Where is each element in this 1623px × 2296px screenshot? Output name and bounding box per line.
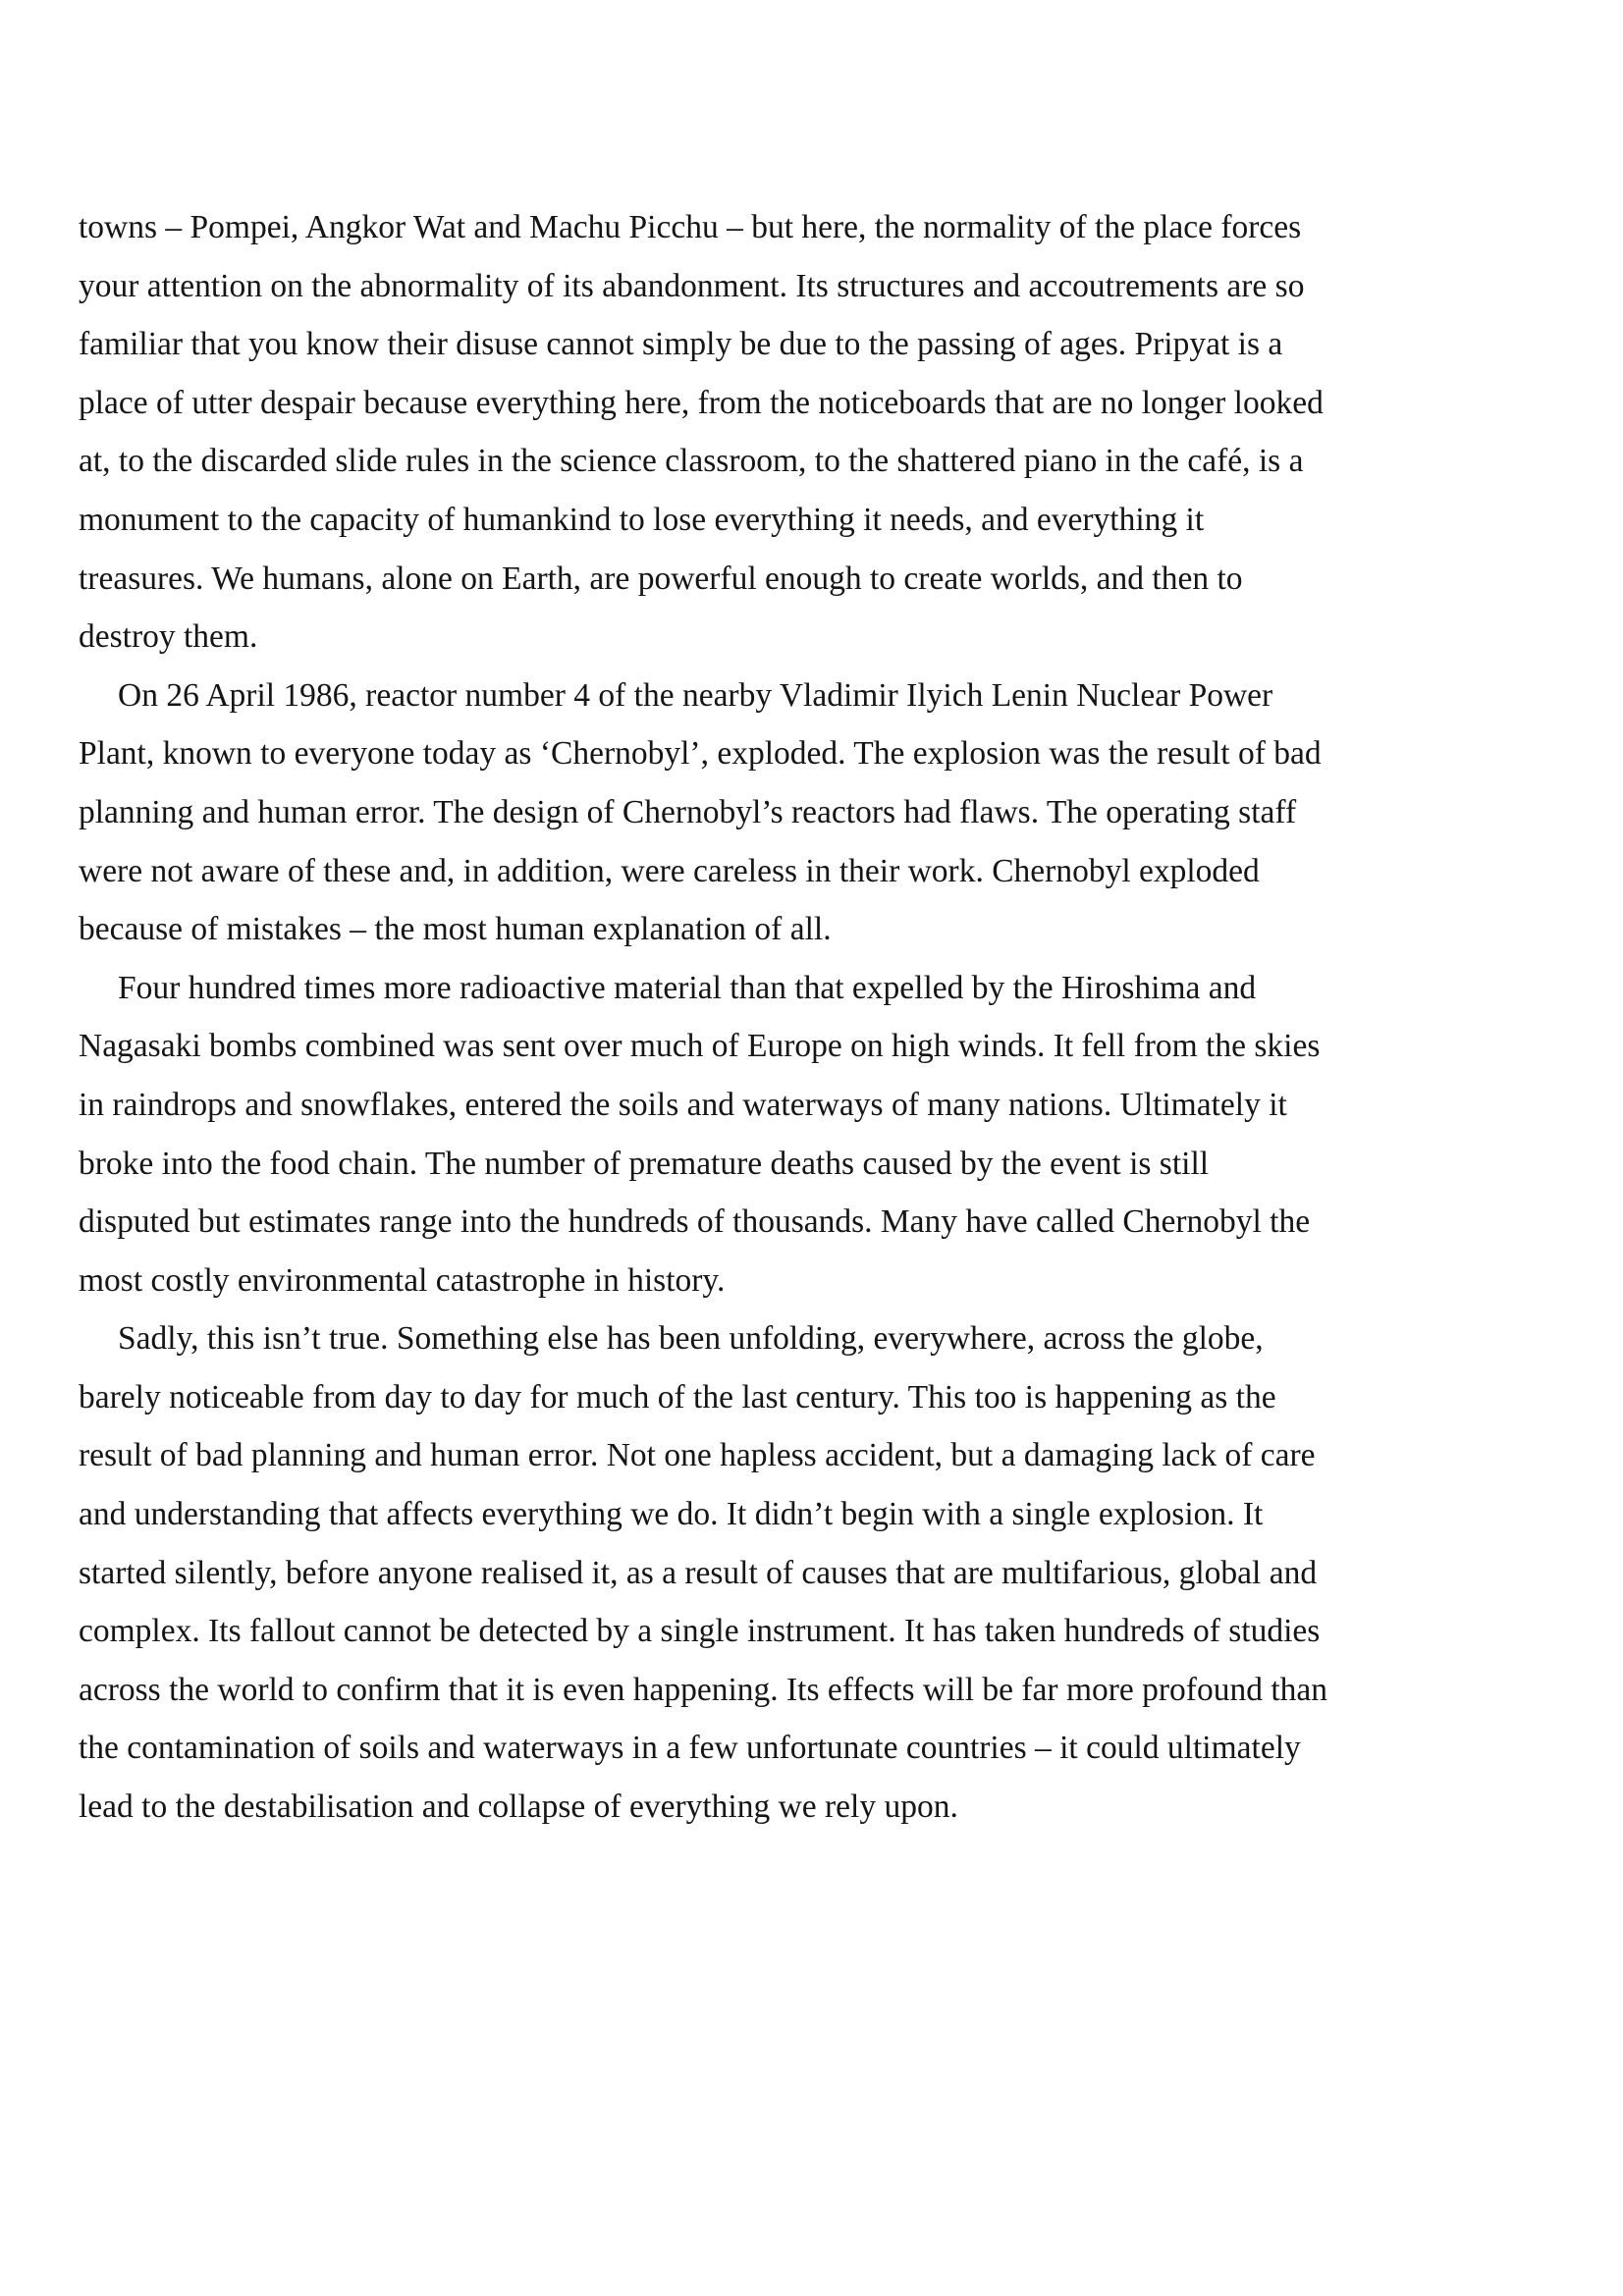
paragraph-line: result of bad planning and human error. Not one hapless accident, but a damaging lack of care bbox=[79, 1437, 1316, 1474]
paragraph-1 bbox=[79, 198, 1561, 667]
paragraph-line: and understanding that affects everything we do. It didn’t begin with a single explosion. It bbox=[79, 1496, 1264, 1533]
paragraph-line: Four hundred times more radioactive material than that expelled by the Hiroshima and bbox=[118, 969, 1257, 1006]
paragraph-line: Nagasaki bombs combined was sent over much of Europe on high winds. It fell from the skies bbox=[79, 1028, 1321, 1065]
paragraph-line: were not aware of these and, in addition, were careless in their work. Chernobyl exploded bbox=[79, 852, 1260, 889]
paragraph-line: monument to the capacity of humankind to lose everything it needs, and everything it bbox=[79, 501, 1205, 538]
body-text bbox=[79, 198, 1561, 1837]
paragraph-3 bbox=[79, 959, 1561, 1310]
paragraph-line: Sadly, this isn’t true. Something else has been unfolding, everywhere, across the globe, bbox=[118, 1320, 1264, 1358]
paragraph-line: your attention on the abnormality of its abandonment. Its structures and accoutrements are so bbox=[79, 267, 1305, 304]
paragraph-line: started silently, before anyone realised it, as a result of causes that are multifarious, global and bbox=[79, 1554, 1318, 1591]
paragraph-line: disputed but estimates range into the hundreds of thousands. Many have called Chernobyl the bbox=[79, 1203, 1311, 1241]
paragraph-line: familiar that you know their disuse cannot simply be due to the passing of ages. Pripyat is a bbox=[79, 326, 1283, 363]
paragraph-line: lead to the destabilisation and collapse of everything we rely upon. bbox=[79, 1789, 958, 1826]
paragraph-line: most costly environmental catastrophe in history. bbox=[79, 1261, 726, 1299]
paragraph-line: because of mistakes – the most human explanation of all. bbox=[79, 911, 832, 948]
paragraph-line: the contamination of soils and waterways in a few unfortunate countries – it could ultimately bbox=[79, 1730, 1301, 1767]
paragraph-4 bbox=[79, 1309, 1561, 1836]
paragraph-line: On 26 April 1986, reactor number 4 of the nearby Vladimir Ilyich Lenin Nuclear Power bbox=[118, 676, 1273, 714]
paragraph-line: across the world to confirm that it is even happening. Its effects will be far more profound than bbox=[79, 1671, 1328, 1708]
paragraph-line: at, to the discarded slide rules in the science classroom, to the shattered piano in the café, is a bbox=[79, 443, 1304, 480]
paragraph-line: complex. Its fallout cannot be detected by a single instrument. It has taken hundreds of studies bbox=[79, 1613, 1321, 1650]
paragraph-line: destroy them. bbox=[79, 618, 258, 656]
paragraph-line: in raindrops and snowflakes, entered the soils and waterways of many nations. Ultimately it bbox=[79, 1086, 1287, 1123]
paragraph-line: towns – Pompei, Angkor Wat and Machu Picchu – but here, the normality of the place forces bbox=[79, 209, 1302, 245]
paragraph-line: place of utter despair because everything here, from the noticeboards that are no longer looked bbox=[79, 384, 1324, 421]
paragraph-2 bbox=[79, 667, 1561, 959]
paragraph-line: Plant, known to everyone today as ‘Chernobyl’, exploded. The explosion was the result of bad bbox=[79, 735, 1322, 773]
paragraph-line: planning and human error. The design of Chernobyl’s reactors had flaws. The operating staff bbox=[79, 793, 1297, 830]
paragraph-line: treasures. We humans, alone on Earth, are powerful enough to create worlds, and then to bbox=[79, 560, 1243, 597]
paragraph-line: barely noticeable from day to day for much of the last century. This too is happening as the bbox=[79, 1378, 1276, 1415]
paragraph-line: broke into the food chain. The number of premature deaths caused by the event is still bbox=[79, 1145, 1210, 1182]
